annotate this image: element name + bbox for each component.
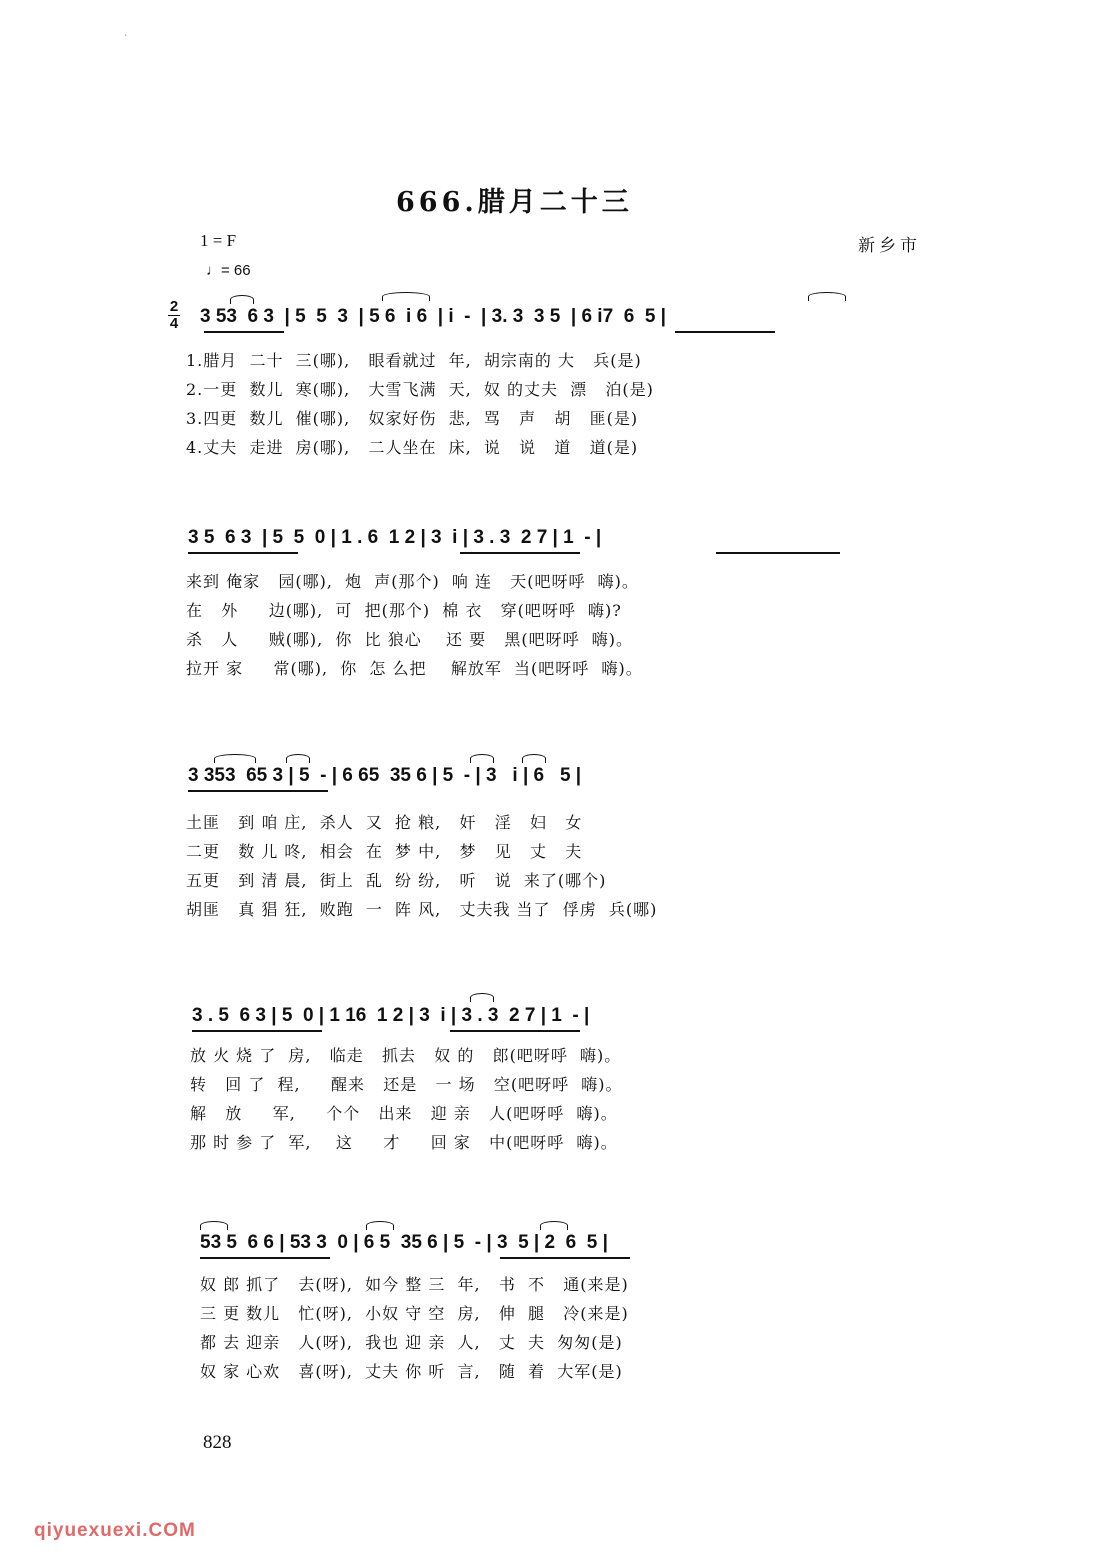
lyric-line-1-3: 3.四更 数儿 催(哪), 奴家好伤 悲, 骂 声 胡 匪(是) <box>186 409 639 428</box>
beam-underline <box>200 1257 330 1259</box>
lyric-line-4-4: 那 时 参 了 军, 这 才 回 家 中(吧呀呼 嗨)。 <box>190 1133 618 1152</box>
page-number: 828 <box>203 1432 232 1453</box>
lyric-line-3-3: 五更 到 清 晨, 街上 乱 纷 纷, 听 说 来了(哪个) <box>186 871 607 890</box>
song-title: 666.腊月二十三 <box>396 187 633 218</box>
lyric-line-3-2: 二更 数 儿 咚, 相会 在 梦 中, 梦 见 丈 夫 <box>186 842 583 861</box>
beam-underline <box>204 331 284 333</box>
time-signature-top: 2 <box>169 298 179 315</box>
lyric-line-1-2: 2.一更 数儿 寒(哪), 大雪飞满 天, 奴 的丈夫 漂 泊(是) <box>186 380 654 399</box>
beam-underline <box>188 790 328 792</box>
slur <box>200 1221 228 1230</box>
time-signature-bottom: 4 <box>169 315 179 332</box>
lyric-line-4-2: 转 回 了 程, 醒来 还是 一 场 空(吧呀呼 嗨)。 <box>190 1075 623 1094</box>
beam-underline <box>500 1257 630 1259</box>
lyric-line-3-4: 胡匪 真 猖 狂, 败跑 一 阵 风, 丈夫我 当了 俘虏 兵(哪) <box>186 900 658 919</box>
slur <box>230 295 254 304</box>
slur <box>808 292 846 301</box>
lyric-line-5-3: 都 去 迎亲 人(呀), 我也 迎 亲 人, 丈 夫 匆匆(是) <box>200 1333 623 1352</box>
lyric-line-5-2: 三 更 数儿 忙(呀), 小奴 守 空 房, 伸 腿 冷(来是) <box>200 1304 629 1323</box>
notation-line-1: 3 53 6 3 | 5 5 3 | 5 6 i 6 | i - | 3. 3 3 5 | 6 i7 6 5 | <box>200 306 666 327</box>
beam-underline <box>716 552 840 554</box>
lyric-line-2-3: 杀 人 贼(哪), 你 比 狼心 还 要 黑(吧呀呼 嗨)。 <box>186 630 634 649</box>
lyric-line-2-2: 在 外 边(哪), 可 把(那个) 棉 衣 穿(吧呀呼 嗨)? <box>186 601 622 620</box>
beam-underline <box>188 552 298 554</box>
lyric-line-4-3: 解 放 军, 个个 出来 迎 亲 人(吧呀呼 嗨)。 <box>190 1104 618 1123</box>
notation-line-2: 3 5 6 3 | 5 5 0 | 1 . 6 1 2 | 3 i | 3 . 3 2 7 | 1 - | <box>188 527 602 548</box>
lyric-line-4-1: 放 火 烧 了 房, 临走 抓去 奴 的 郎(吧呀呼 嗨)。 <box>190 1046 622 1065</box>
key-signature: 1 = F <box>200 231 237 250</box>
lyric-line-5-1: 奴 郎 抓了 去(呀), 如今 整 三 年, 书 不 通(来是) <box>200 1275 629 1294</box>
beam-underline <box>675 331 775 333</box>
notation-line-5: 53 5 6 6 | 53 3 0 | 6 5 35 6 | 5 - | 3 5 | 2 6 5 | <box>200 1232 608 1253</box>
notation-line-4: 3 . 5 6 3 | 5 0 | 1 16 1 2 | 3 i | 3 . 3 2 7 | 1 - | <box>192 1005 590 1026</box>
lyric-line-1-4: 4.丈夫 走进 房(哪), 二人坐在 床, 说 说 道 道(是) <box>186 438 639 457</box>
notation-line-3: 3 353 65 3 | 5 - | 6 65 35 6 | 5 - | 3 i | 6 5 | <box>188 765 582 786</box>
region-label: 新乡市 <box>858 236 921 256</box>
beam-underline <box>450 1030 580 1032</box>
time-signature <box>168 300 180 331</box>
tempo-marking: ♩= 66 <box>206 262 251 279</box>
slur <box>382 292 430 301</box>
lyric-line-5-4: 奴 家 心欢 喜(呀), 丈夫 你 听 言, 随 着 大军(是) <box>200 1362 623 1381</box>
slur <box>522 754 546 763</box>
beam-underline <box>460 552 580 554</box>
slur <box>470 754 494 763</box>
site-watermark: qiyuexuexi.COM <box>34 1520 196 1541</box>
slur <box>540 1221 568 1230</box>
slur <box>470 993 494 1002</box>
lyric-line-3-1: 土匪 到 咱 庄, 杀人 又 抢 粮, 奸 淫 妇 女 <box>186 813 583 832</box>
corner-mark: ` <box>124 34 128 43</box>
slur <box>286 754 310 763</box>
lyric-line-1-1: 1.腊月 二十 三(哪), 眼看就过 年, 胡宗南的 大 兵(是) <box>186 351 642 370</box>
lyric-line-2-4: 拉开 家 常(哪), 你 怎 么把 解放军 当(吧呀呼 嗨)。 <box>186 659 643 678</box>
slur <box>214 754 256 763</box>
lyric-line-2-1: 来到 俺家 园(哪), 炮 声(那个) 响 连 天(吧呀呼 嗨)。 <box>186 572 639 591</box>
slur <box>366 1221 394 1230</box>
beam-underline <box>192 1030 322 1032</box>
